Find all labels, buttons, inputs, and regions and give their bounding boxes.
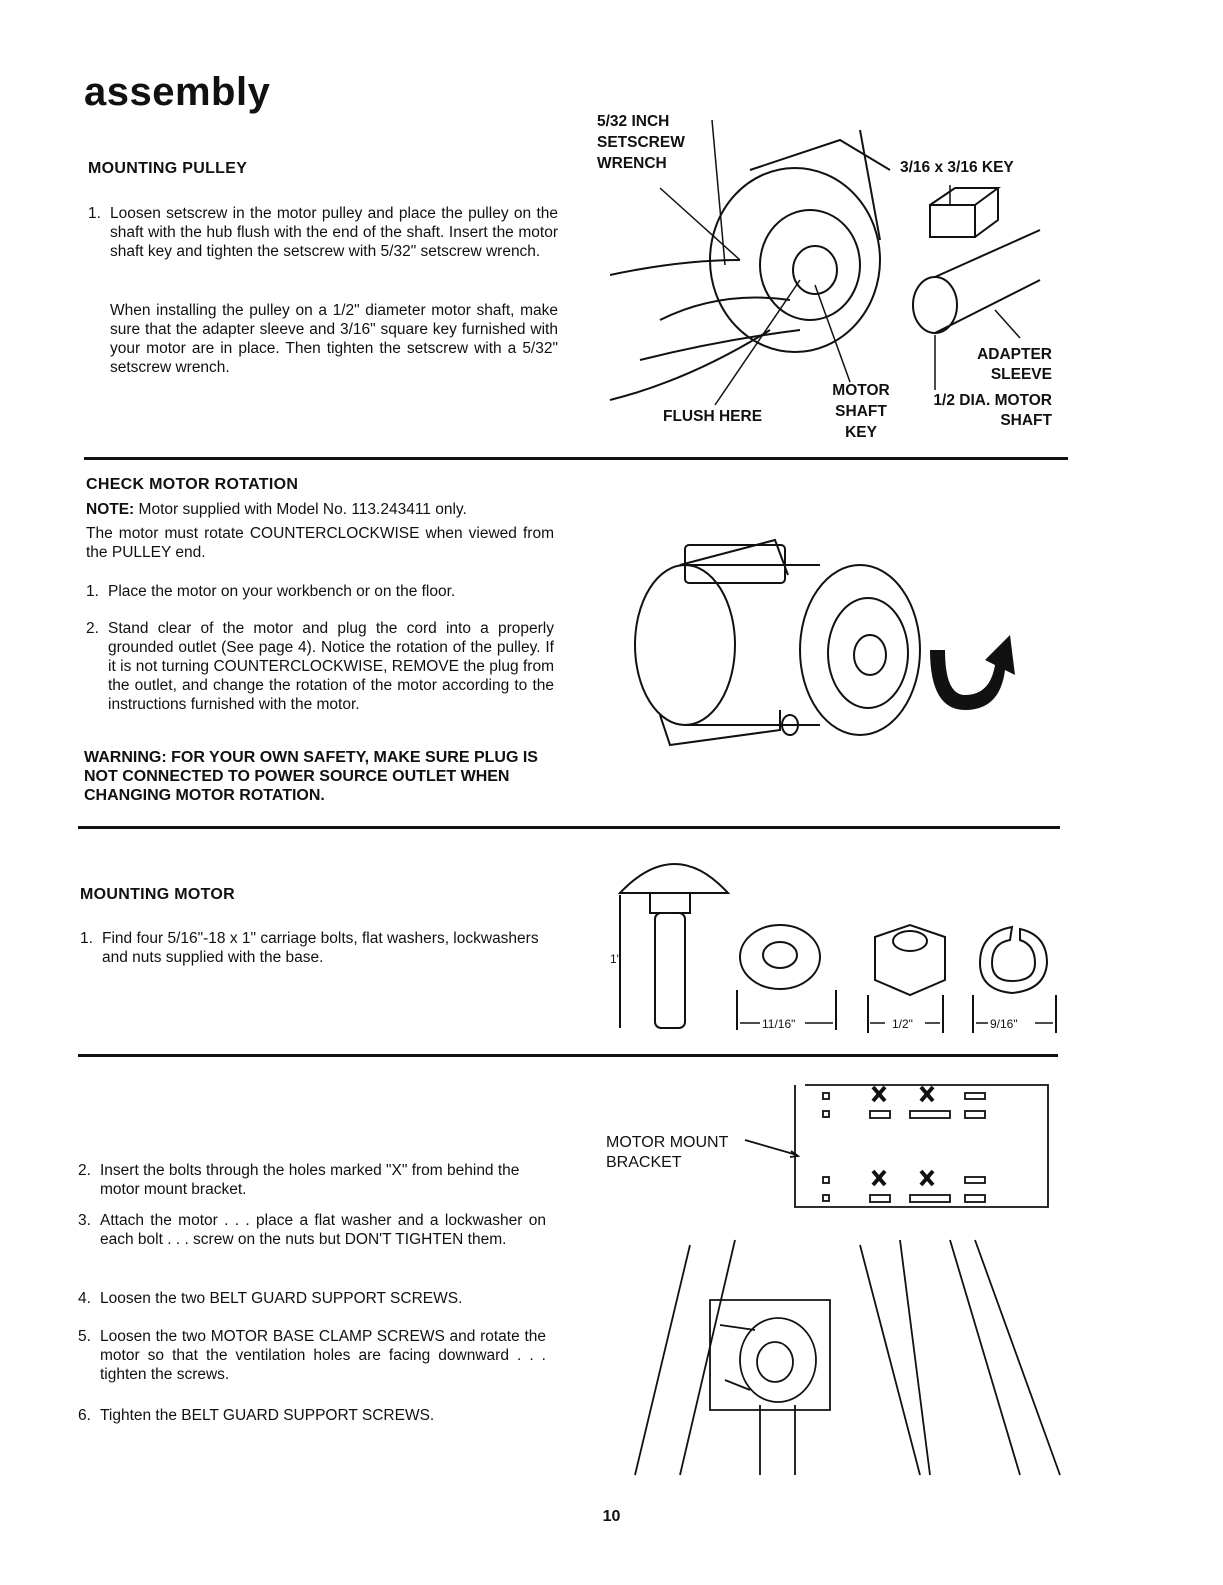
adapter-sleeve-label: ADAPTER SLEEVE <box>977 346 1052 383</box>
motor-shaft-key-label: MOTOR SHAFT KEY <box>832 382 890 441</box>
step-text: Stand clear of the motor and plug the cord into a properly grounded outlet (See page 4). Notice the rotation of the pulley. If it is not turning COUNTERCLOCKWISE, REMOVE the plug from the outlet, and change the rotation of the motor according to the instructions furnished with the motor. <box>108 620 554 713</box>
rotation-step-1 <box>86 582 554 601</box>
page-number: 10 <box>602 1508 621 1525</box>
step-number: 5. <box>78 1328 91 1345</box>
step-text: Attach the motor . . . place a flat washer and a lockwasher on each bolt . . . screw on the nuts but DON'T TIGHTEN them. <box>100 1212 546 1248</box>
hardware-illustration <box>600 845 1060 1035</box>
nut-dim: 1/2" <box>892 1017 913 1031</box>
mounting-step-6 <box>78 1406 546 1425</box>
washer-dim: 11/16" <box>762 1017 796 1031</box>
counterclockwise-arrow-icon <box>930 635 1015 710</box>
carriage-bolt-icon <box>620 864 728 893</box>
step-text: Loosen the two BELT GUARD SUPPORT SCREWS. <box>100 1290 463 1307</box>
bolt-length-dim: 1" <box>610 952 621 966</box>
section-divider <box>78 1054 1058 1057</box>
mounting-step-1 <box>80 929 550 967</box>
flush-here-label: FLUSH HERE <box>663 408 763 425</box>
mounting-step-4 <box>78 1289 546 1308</box>
step-number: 2. <box>86 620 99 637</box>
step-text: Place the motor on your workbench or on the floor. <box>108 583 456 600</box>
mounting-step-5 <box>78 1327 546 1384</box>
section-divider <box>78 826 1060 829</box>
mounting-motor-heading: MOUNTING MOTOR <box>80 886 236 903</box>
nut-icon <box>875 925 945 995</box>
motor-on-stand-illustration <box>630 1240 1060 1480</box>
step-text: Find four 5/16"-18 x 1" carriage bolts, flat washers, lockwashers and nuts supplied with the base. <box>102 930 539 966</box>
step-text: Loosen the two MOTOR BASE CLAMP SCREWS and rotate the motor so that the ventilation holes are facing downward . . . tighten the screws. <box>100 1328 546 1383</box>
motor-mount-bracket-label: MOTOR MOUNT BRACKET <box>606 1134 729 1171</box>
step-text: Insert the bolts through the holes marked "X" from behind the motor mount bracket. <box>100 1162 520 1198</box>
note-label: NOTE: <box>86 501 135 518</box>
step-number: 1. <box>80 930 93 947</box>
rotation-intro: The motor must rotate COUNTERCLOCKWISE when viewed from the PULLEY end. <box>86 525 554 561</box>
lockwasher-dim: 9/16" <box>990 1017 1018 1031</box>
lock-washer-icon <box>980 927 1047 993</box>
key-label: 3/16 x 3/16 KEY <box>900 159 1014 176</box>
mounting-pulley-heading: MOUNTING PULLEY <box>88 160 248 177</box>
wrench-label: 5/32 INCH SETSCREW WRENCH <box>597 113 685 172</box>
motor-shaft-label: 1/2 DIA. MOTOR SHAFT <box>933 392 1052 429</box>
rotation-note <box>86 500 556 519</box>
step-number: 6. <box>78 1407 91 1424</box>
pulley-step-1 <box>88 204 558 261</box>
pulley-note: When installing the pulley on a 1/2" diameter motor shaft, make sure that the adapter sleeve and 3/16" square key furnished with your motor are in place. Then tighten the setscrew with a 5/32" setscrew wrench. <box>110 302 558 376</box>
step-text: Tighten the BELT GUARD SUPPORT SCREWS. <box>100 1407 435 1424</box>
bracket-diagram <box>745 1085 1055 1210</box>
warning-text: WARNING: FOR YOUR OWN SAFETY, MAKE SURE PLUG IS NOT CONNECTED TO POWER SOURCE OUTLET WHEN CHANGING MOTOR ROTATION. <box>84 749 538 804</box>
page-title: assembly <box>84 70 271 114</box>
step-number: 4. <box>78 1290 91 1307</box>
step-number: 1. <box>86 583 99 600</box>
mounting-step-3 <box>78 1211 546 1249</box>
mounting-step-2 <box>78 1161 546 1199</box>
step-number: 1. <box>88 205 101 222</box>
section-divider <box>84 457 1068 460</box>
note-text: Motor supplied with Model No. 113.243411 only. <box>138 501 467 518</box>
step-number: 2. <box>78 1162 91 1179</box>
check-rotation-heading: CHECK MOTOR ROTATION <box>86 476 299 493</box>
rotation-step-2 <box>86 619 554 714</box>
motor-illustration <box>630 535 1030 765</box>
step-number: 3. <box>78 1212 91 1229</box>
flat-washer-icon <box>740 925 820 989</box>
step-text: Loosen setscrew in the motor pulley and place the pulley on the shaft with the hub flush with the end of the shaft. Insert the motor shaft key and tighten the setscrew with 5/32" setscrew wrench. <box>110 205 558 260</box>
